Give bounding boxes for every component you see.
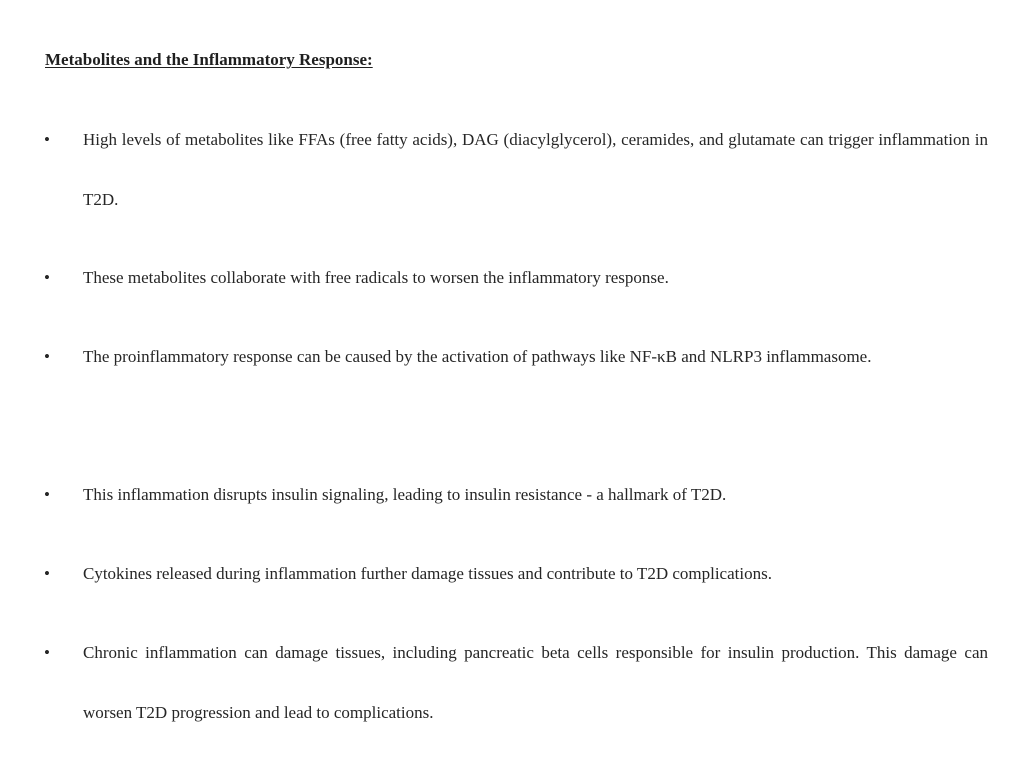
bullet-dot-icon: • [44,564,50,583]
bullet-text: Chronic inflammation can damage tissues, including pancreatic beta cells responsible for insulin production. This damage can worsen T2D progression and lead to complications. [83,643,988,722]
bullet-dot-icon: • [44,268,50,287]
bullet-dot-icon: • [44,643,50,662]
bullet-dot-icon: • [44,485,50,504]
bullet-text: This inflammation disrupts insulin signaling, leading to insulin resistance - a hallmark of T2D. [83,485,727,505]
section-heading: Metabolites and the Inflammatory Response: [45,50,373,69]
bullet-text: High levels of metabolites like FFAs (free fatty acids), DAG (diacylglycerol), ceramides, and glutamate can trigger inflammation in T2D. [83,130,988,209]
bullet-text: Cytokines released during inflammation further damage tissues and contribute to T2D complications. [83,564,772,584]
bullet-text: The proinflammatory response can be caused by the activation of pathways like NF-κB and NLRP3 inflammasome. [83,347,872,367]
bullet-text: These metabolites collaborate with free radicals to worsen the inflammatory response. [83,268,669,288]
bullet-dot-icon: • [44,130,50,149]
bullet-dot-icon: • [44,347,50,366]
